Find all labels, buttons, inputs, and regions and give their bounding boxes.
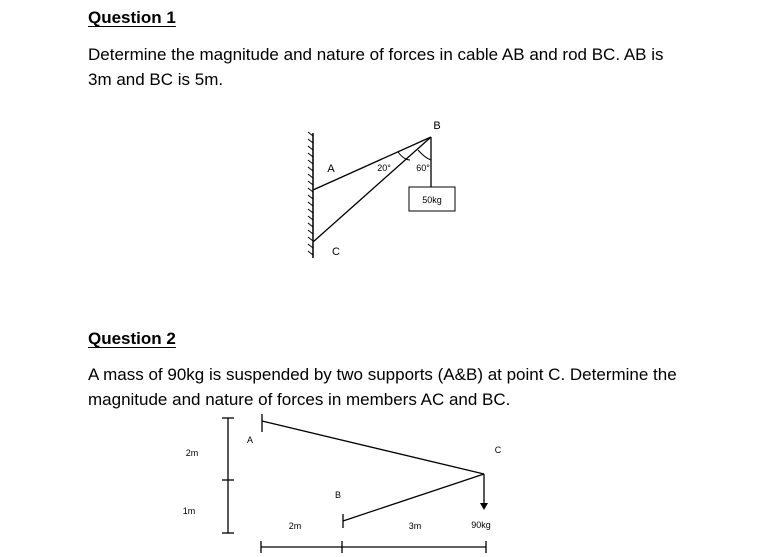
question-1-heading: Question 1 [88, 8, 176, 27]
member-bc [343, 474, 484, 521]
dim-label-3m-horizontal: 3m [408, 521, 422, 531]
dim-label-1m-vertical: 1m [182, 506, 196, 516]
question-1-diagram [308, 120, 455, 258]
label-c: C [332, 246, 340, 258]
angle-label-60: 60° [416, 163, 430, 173]
angle-label-20: 20° [377, 163, 391, 173]
load-arrow-head [480, 503, 488, 510]
question-2-heading: Question 2 [88, 329, 176, 348]
member-ac [262, 421, 484, 474]
dim-label-2m-horizontal: 2m [288, 521, 302, 531]
label-b: B [334, 490, 342, 500]
dim-label-2m-vertical: 2m [185, 448, 199, 458]
question-2-text-line-1: A mass of 90kg is suspended by two supports (A&B) at point C. Determine the [88, 365, 677, 384]
angle-arc-60 [418, 150, 431, 160]
label-c: C [494, 445, 502, 455]
label-a: A [246, 435, 254, 445]
question-1-text-line-1: Determine the magnitude and nature of forces in cable AB and rod BC. AB is [88, 45, 664, 64]
mass-label-90kg: 90kg [471, 520, 491, 530]
question-2-text-line-2: magnitude and nature of forces in members AC and BC. [88, 390, 511, 409]
mass-label-50kg: 50kg [422, 195, 442, 205]
question-2-diagram [183, 414, 502, 553]
label-b: B [433, 120, 441, 132]
angle-arc-20 [398, 152, 410, 160]
label-a: A [327, 163, 335, 175]
question-1-text-line-2: 3m and BC is 5m. [88, 70, 224, 89]
